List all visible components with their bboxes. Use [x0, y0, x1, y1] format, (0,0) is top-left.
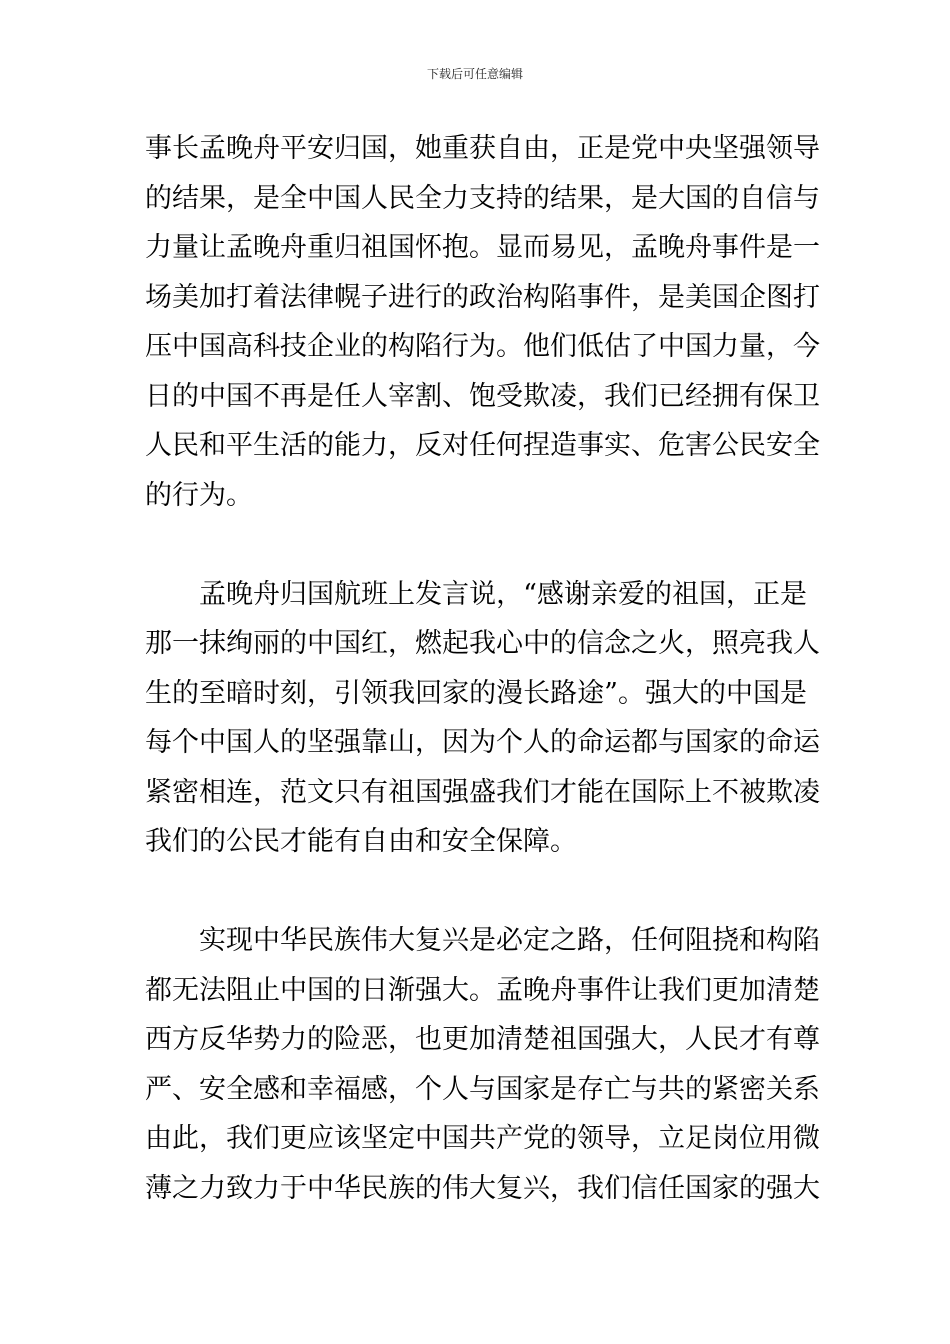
text-line: 压中国高科技企业的构陷行为。他们低估了中国力量，今 [145, 331, 820, 362]
paragraph [145, 124, 820, 520]
text-line: 的结果，是全中国人民全力支持的结果，是大国的自信与 [145, 182, 820, 214]
text-line: 生的至暗时刻，引领我回家的漫长路途”。强大的中国是 [145, 677, 807, 709]
paragraph [145, 570, 820, 867]
text-line: 薄之力致力于中华民族的伟大复兴，我们信任国家的强大 [145, 1172, 820, 1204]
page-header: 下载后可任意编辑 [426, 67, 523, 81]
document-body [145, 124, 820, 1213]
text-line: 孟晚舟归国航班上发言说，“感谢亲爱的祖国，正是 [199, 578, 807, 610]
text-line: 每个中国人的坚强靠山，因为个人的命运都与国家的命运 [145, 727, 820, 758]
text-line: 日的中国不再是任人宰割、饱受欺凌，我们已经拥有保卫 [145, 380, 820, 412]
text-line: 那一抹绚丽的中国红，燃起我心中的信念之火，照亮我人 [145, 628, 820, 659]
text-line: 都无法阻止中国的日渐强大。孟晚舟事件让我们更加清楚 [145, 974, 820, 1006]
text-line: 严、安全感和幸福感，个人与国家是存亡与共的紧密关系 [145, 1073, 820, 1105]
paragraph-gap [145, 867, 807, 917]
text-line: 我们的公民才能有自由和安全保障。 [145, 826, 577, 857]
paragraph-gap [145, 520, 807, 570]
text-line: 的行为。 [145, 479, 253, 511]
text-line: 人民和平生活的能力，反对任何捏造事实、危害公民安全 [145, 430, 820, 461]
text-line: 事长孟晚舟平安归国，她重获自由，正是党中央坚强领导 [145, 133, 820, 164]
text-line: 力量让孟晚舟重归祖国怀抱。显而易见，孟晚舟事件是一 [145, 232, 820, 263]
text-line: 西方反华势力的险恶，也更加清楚祖国强大，人民才有尊 [145, 1024, 820, 1055]
text-line: 实现中华民族伟大复兴是必定之路，任何阻挠和构陷 [199, 925, 820, 956]
text-line: 紧密相连，范文只有祖国强盛我们才能在国际上不被欺凌 [145, 776, 820, 808]
paragraph [145, 916, 820, 1213]
text-line: 由此，我们更应该坚定中国共产党的领导，立足岗位用微 [145, 1123, 820, 1154]
text-line: 场美加打着法律幌子进行的政治构陷事件，是美国企图打 [145, 281, 820, 313]
